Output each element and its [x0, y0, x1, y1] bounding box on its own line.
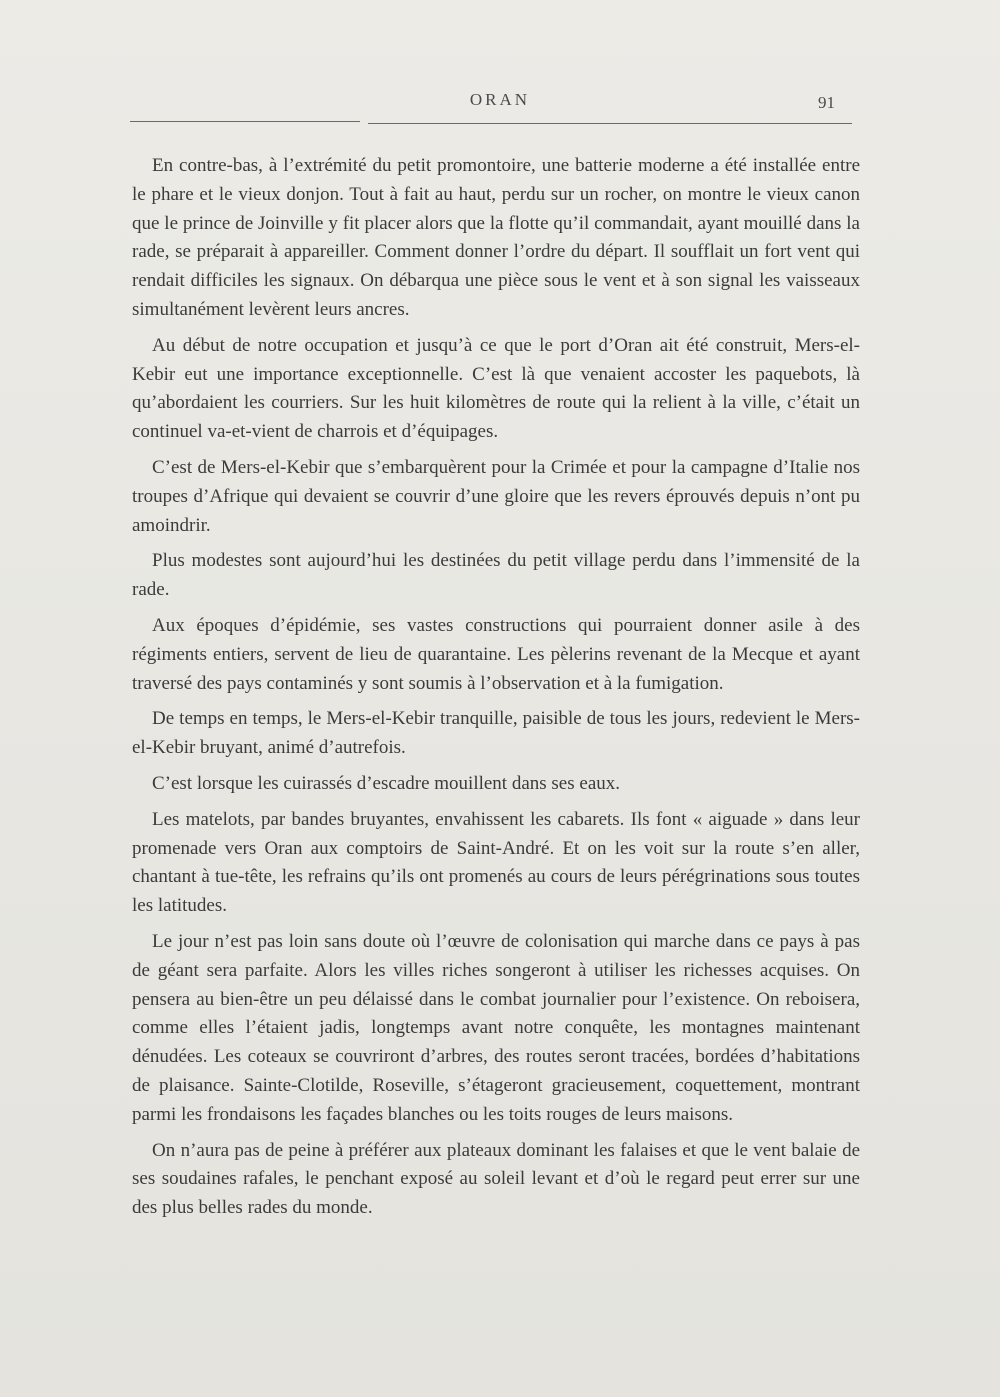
paragraph: C’est lorsque les cuirassés d’escadre mouillent dans ses eaux. [152, 772, 621, 794]
paragraph: Au début de notre occupation et jusqu’à ce que le port d’Oran ait été construit, Mers-el-Kebir eut une importance exceptionnelle. C’est là que venaient accoster les paquebots, là qu’abordaient les courriers. Sur les huit kilomètres de route qui la relient à la ville, c’était un continuel va-et-vient de charrois et d’équipages. [132, 334, 860, 443]
paragraph: Aux époques d’épidémie, ses vastes constructions qui pourraient donner asile à des régiments entiers, servent de lieu de quarantaine. Les pèlerins revenant de la Mecque et ayant traversé des pays contaminés y sont soumis à l’observation et à la fumigation. [132, 614, 860, 694]
paragraph: Les matelots, par bandes bruyantes, envahissent les cabarets. Ils font « aiguade » dans leur promenade vers Oran aux comptoirs de Saint-André. Et on les voit sur la route s’en aller, chantant à tue-tête, les refrains qu’ils ont promenés au cours de leurs pérégrinations sous toutes les latitudes. [132, 808, 860, 917]
body-text [132, 152, 860, 1230]
header-rule-right [368, 123, 852, 124]
page-number: 91 [818, 93, 835, 112]
paragraph: Plus modestes sont aujourd’hui les destinées du petit village perdu dans l’immensité de la rade. [132, 550, 860, 601]
running-title: ORAN [469, 90, 531, 109]
paragraph: Le jour n’est pas loin sans doute où l’œuvre de colonisation qui marche dans ce pays à pas de géant sera parfaite. Alors les villes riches songeront à utiliser les richesses acquises. On pensera au bien-être un peu délaissé dans le combat journalier pour l’existence. On reboisera, comme elles l’étaient jadis, longtemps avant notre conquête, les montagnes maintenant dénudées. Les coteaux se couvriront d’arbres, des routes seront tracées, bordées d’habitations de plaisance. Sainte-Clotilde, Roseville, s’étageront gracieusement, coquettement, montrant parmi les frondaisons les façades blanches ou les toits rouges de leurs maisons. [132, 930, 860, 1125]
paragraph: C’est de Mers-el-Kebir que s’embarquèrent pour la Crimée et pour la campagne d’Italie nos troupes d’Afrique qui devaient se couvrir d’une gloire que les revers éprouvés depuis n’ont pu amoindrir. [132, 456, 860, 536]
paragraph: En contre-bas, à l’extrémité du petit promontoire, une batterie moderne a été installée entre le phare et le vieux donjon. Tout à fait au haut, perdu sur un rocher, on montre le vieux canon que le prince de Joinville y fit placer alors que la flotte qu’il commandait, ayant mouillé dans la rade, se préparait à appareiller. Comment donner l’ordre du départ. Il soufflait un fort vent qui rendait difficiles les signaux. On débarqua une pièce sous le vent et à son signal les vaisseaux simultanément levèrent leurs ancres. [132, 155, 860, 320]
paragraph: De temps en temps, le Mers-el-Kebir tranquille, paisible de tous les jours, redevient le Mers-el-Kebir bruyant, animé d’autrefois. [132, 708, 860, 759]
paragraph: On n’aura pas de peine à préférer aux plateaux dominant les falaises et que le vent balaie de ses soudaines rafales, le penchant exposé au soleil levant et d’où le regard peut errer sur une des plus belles rades du monde. [132, 1139, 860, 1219]
header-rule-left [130, 121, 360, 122]
